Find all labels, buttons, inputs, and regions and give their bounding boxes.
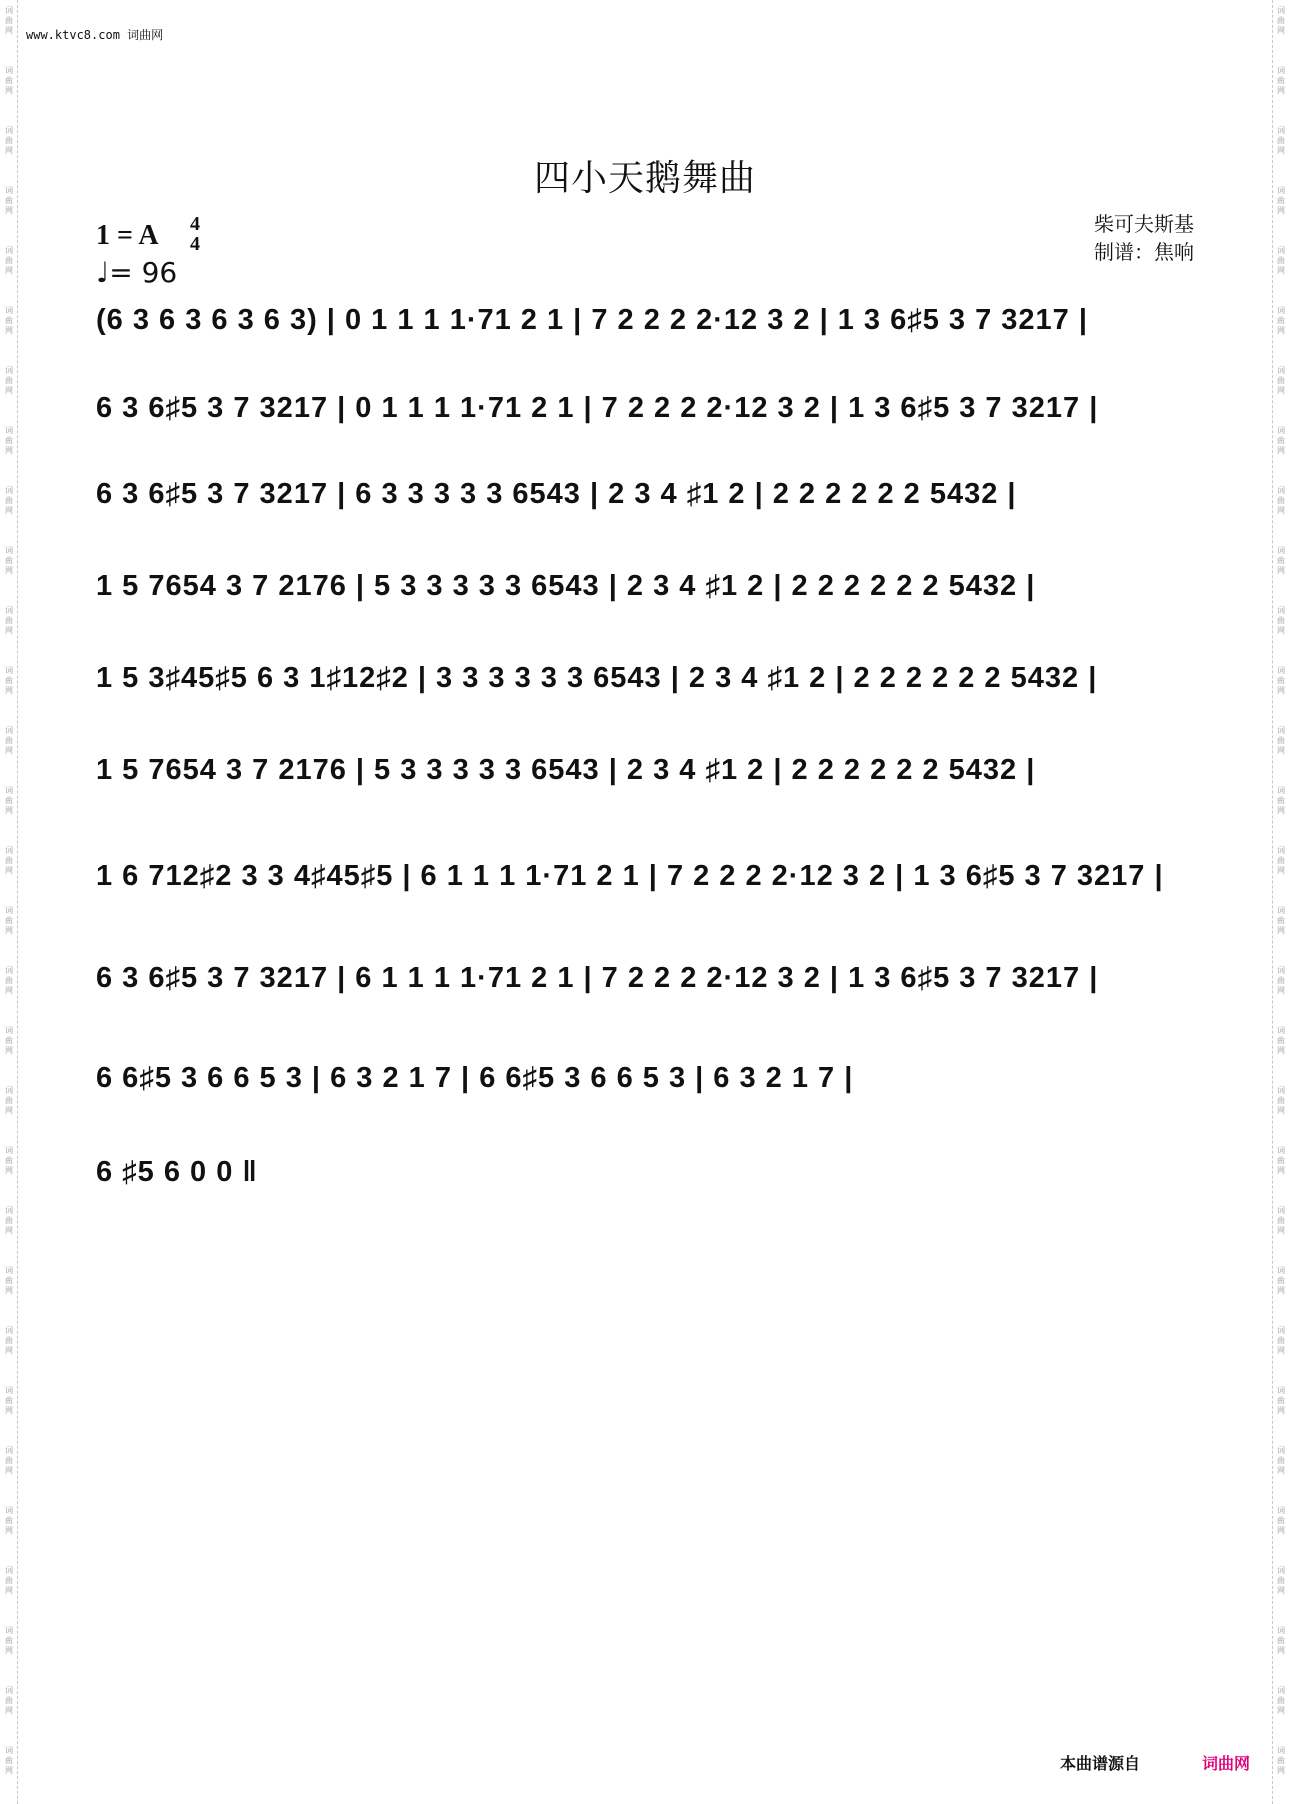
edge-watermark-mark: 词 曲 网 (5, 1266, 13, 1295)
edge-watermark-mark: 词 曲 网 (1277, 966, 1285, 995)
edge-watermark-mark: 词 曲 网 (1277, 246, 1285, 275)
edge-watermark-mark: 词 曲 网 (1277, 426, 1285, 455)
edge-watermark-mark: 词 曲 网 (5, 1626, 13, 1655)
score-line (96, 852, 1196, 912)
edge-watermark-mark: 词 曲 网 (5, 486, 13, 515)
edge-watermark-mark: 词 曲 网 (1277, 1746, 1285, 1775)
score-line-notes: 1 6 712♯2 3 3 4♯45♯5 | 6 1 1 1 1·71 2 1 | 7 2 2 2 2·12 3 2 | 1 3 6♯5 3 7 3217 | (96, 860, 1164, 892)
score-line (96, 1054, 1196, 1114)
edge-watermark-mark: 词 曲 网 (5, 6, 13, 35)
edge-watermark-mark: 词 曲 网 (5, 246, 13, 275)
score-line-notes: 1 5 7654 3 7 2176 | 5 3 3 3 3 3 6543 | 2 3 4 ♯1 2 | 2 2 2 2 2 2 5432 | (96, 570, 1036, 602)
score-line (96, 384, 1196, 444)
edge-watermark-mark: 词 曲 网 (5, 1026, 13, 1055)
edge-watermark-mark: 词 曲 网 (1277, 126, 1285, 155)
edge-watermark-mark: 词 曲 网 (1277, 1266, 1285, 1295)
edge-watermark-mark: 词 曲 网 (1277, 546, 1285, 575)
credits (1094, 210, 1194, 266)
edge-watermark-mark: 词 曲 网 (5, 186, 13, 215)
edge-watermark-mark: 词 曲 网 (1277, 906, 1285, 935)
edge-watermark-mark: 词 曲 网 (1277, 846, 1285, 875)
edge-watermark-mark: 词 曲 网 (1277, 1506, 1285, 1535)
edge-watermark-mark: 词 曲 网 (1277, 1146, 1285, 1175)
score-line-notes: 6 6♯5 3 6 6 5 3 | 6 3 2 1 7 | 6 6♯5 3 6 6 5 3 | 6 3 2 1 7 | (96, 1062, 854, 1094)
edge-watermark-mark: 词 曲 网 (1277, 1566, 1285, 1595)
edge-watermark-mark: 词 曲 网 (5, 906, 13, 935)
edge-watermark-mark: 词 曲 网 (1277, 6, 1285, 35)
edge-watermark-mark: 词 曲 网 (5, 726, 13, 755)
edge-watermark-mark: 词 曲 网 (1277, 186, 1285, 215)
edge-watermark-mark: 词 曲 网 (5, 306, 13, 335)
edge-watermark-mark: 词 曲 网 (5, 1506, 13, 1535)
score-line-notes: 6 3 6♯5 3 7 3217 | 6 1 1 1 1·71 2 1 | 7 2 2 2 2·12 3 2 | 1 3 6♯5 3 7 3217 | (96, 962, 1099, 994)
edge-watermark-mark: 词 曲 网 (5, 606, 13, 635)
edge-watermark-mark: 词 曲 网 (1277, 66, 1285, 95)
edge-watermark-mark: 词 曲 网 (1277, 486, 1285, 515)
score-line-notes: 6 3 6♯5 3 7 3217 | 0 1 1 1 1·71 2 1 | 7 2 2 2 2·12 3 2 | 1 3 6♯5 3 7 3217 | (96, 392, 1099, 424)
page-title: 四小天鹅舞曲 (533, 158, 756, 199)
time-signature (190, 214, 200, 254)
edge-watermark-mark: 词 曲 网 (1277, 1026, 1285, 1055)
edge-watermark-mark: 词 曲 网 (5, 1686, 13, 1715)
edge-watermark-mark: 词 曲 网 (5, 1386, 13, 1415)
score-line-notes: (6 3 6 3 6 3 6 3) | 0 1 1 1 1·71 2 1 | 7 2 2 2 2·12 3 2 | 1 3 6♯5 3 7 3217 | (96, 304, 1088, 336)
composer: 柴可夫斯基 (1094, 212, 1194, 236)
time-signature-bottom: 4 (190, 233, 200, 255)
arranger: 制谱：焦响 (1094, 240, 1194, 264)
score-line-notes: 6 3 6♯5 3 7 3217 | 6 3 3 3 3 3 6543 | 2 3 4 ♯1 2 | 2 2 2 2 2 2 5432 | (96, 478, 1017, 510)
edge-watermark-mark: 词 曲 网 (1277, 666, 1285, 695)
edge-watermark-mark: 词 曲 网 (5, 966, 13, 995)
edge-watermark-mark: 词 曲 网 (5, 366, 13, 395)
edge-watermark-mark: 词 曲 网 (5, 1086, 13, 1115)
score-line (96, 296, 1196, 356)
edge-watermark-mark: 词 曲 网 (5, 786, 13, 815)
left-watermark-strip (1, 0, 18, 1804)
right-watermark-strip (1272, 0, 1289, 1804)
edge-watermark-mark: 词 曲 网 (5, 1446, 13, 1475)
site-url[interactable]: www.ktvc8.com 词曲网 (26, 28, 164, 42)
score-line (96, 654, 1196, 714)
edge-watermark-mark: 词 曲 网 (5, 1146, 13, 1175)
edge-watermark-mark: 词 曲 网 (5, 1566, 13, 1595)
edge-watermark-mark: 词 曲 网 (1277, 1326, 1285, 1355)
score-line-notes: 1 5 7654 3 7 2176 | 5 3 3 3 3 3 6543 | 2 3 4 ♯1 2 | 2 2 2 2 2 2 5432 | (96, 754, 1036, 786)
score-line-notes: 6 ♯5 6 0 0 ‖ (96, 1156, 258, 1188)
edge-watermark-mark: 词 曲 网 (1277, 1686, 1285, 1715)
score-line (96, 954, 1196, 1014)
edge-watermark-mark: 词 曲 网 (5, 426, 13, 455)
score-line (96, 562, 1196, 622)
footer-source-label: 本曲谱源自 (1059, 1754, 1140, 1773)
edge-watermark-mark: 词 曲 网 (5, 846, 13, 875)
edge-watermark-mark: 词 曲 网 (1277, 726, 1285, 755)
edge-watermark-mark: 词 曲 网 (1277, 1086, 1285, 1115)
time-signature-top: 4 (190, 213, 200, 235)
edge-watermark-mark: 词 曲 网 (5, 1326, 13, 1355)
score-line (96, 470, 1196, 530)
tempo-marking: ♩= 96 (96, 256, 178, 289)
score-line-notes: 1 5 3♯45♯5 6 3 1♯12♯2 | 3 3 3 3 3 3 6543 | 2 3 4 ♯1 2 | 2 2 2 2 2 2 5432 | (96, 662, 1098, 694)
edge-watermark-mark: 词 曲 网 (5, 1746, 13, 1775)
edge-watermark-mark: 词 曲 网 (1277, 1386, 1285, 1415)
score-line (96, 746, 1196, 806)
key-signature: 1 = A (96, 220, 159, 251)
edge-watermark-mark: 词 曲 网 (1277, 366, 1285, 395)
edge-watermark-mark: 词 曲 网 (1277, 606, 1285, 635)
edge-watermark-mark: 词 曲 网 (1277, 1446, 1285, 1475)
edge-watermark-mark: 词 曲 网 (5, 66, 13, 95)
edge-watermark-mark: 词 曲 网 (1277, 1626, 1285, 1655)
edge-watermark-mark: 词 曲 网 (1277, 1206, 1285, 1235)
edge-watermark-mark: 词 曲 网 (5, 126, 13, 155)
footer-site-link[interactable]: 词曲网 (1201, 1754, 1250, 1773)
edge-watermark-mark: 词 曲 网 (1277, 786, 1285, 815)
edge-watermark-mark: 词 曲 网 (5, 1206, 13, 1235)
edge-watermark-mark: 词 曲 网 (1277, 306, 1285, 335)
edge-watermark-mark: 词 曲 网 (5, 546, 13, 575)
score-line (96, 1148, 1196, 1208)
edge-watermark-mark: 词 曲 网 (5, 666, 13, 695)
